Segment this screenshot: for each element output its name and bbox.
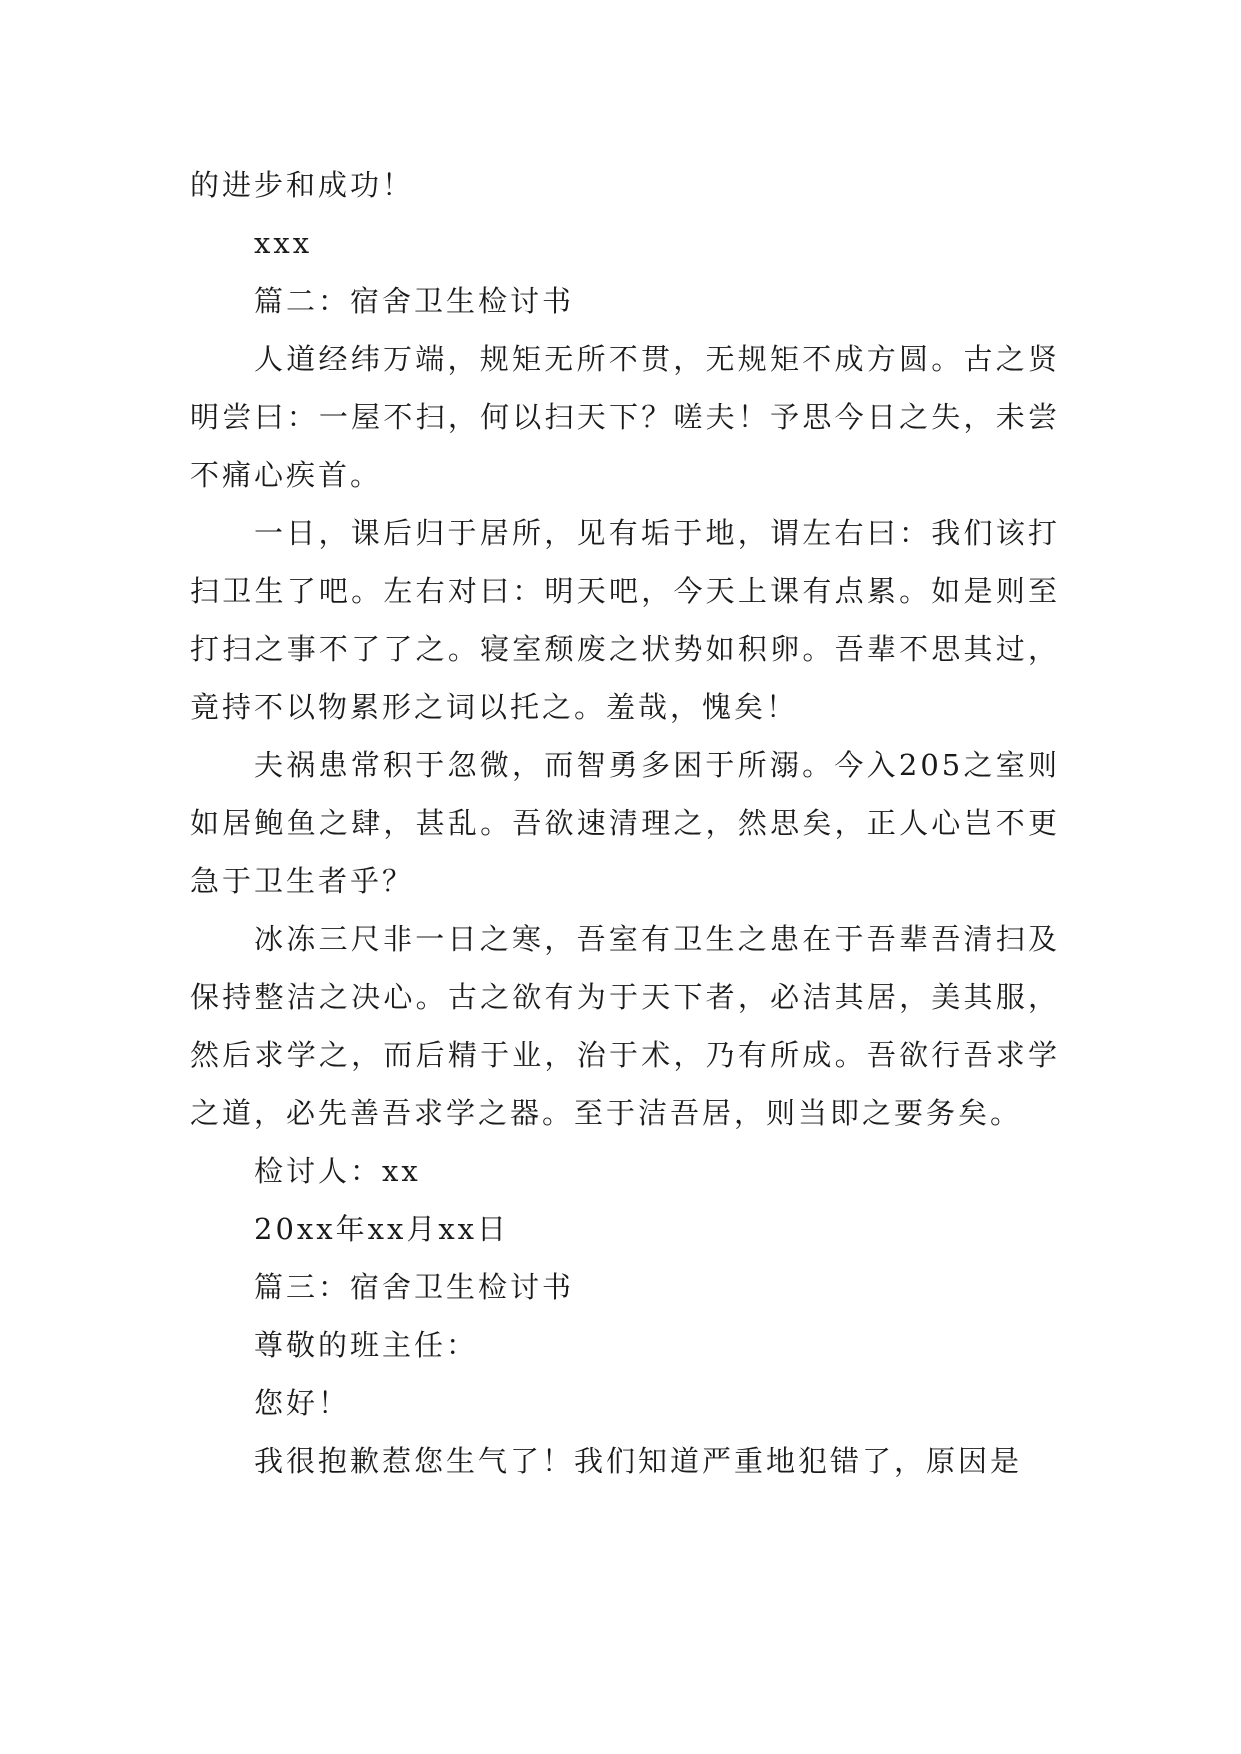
paragraph: 冰冻三尺非一日之寒，吾室有卫生之患在于吾辈吾清扫及保持整洁之决心。古之欲有为于天下者，必洁其居，美其服，然后求学之，而后精于业，治于术，乃有所成。吾欲行吾求学之道，必先善吾求学之器。至于洁吾居，则当即之要务矣。 xyxy=(190,922,1060,1130)
signature-line: xxx xyxy=(254,226,313,260)
date-line: 20xx年xx月xx日 xyxy=(254,1212,510,1246)
section-heading-3: 篇三：宿舍卫生检讨书 xyxy=(254,1270,575,1304)
author-line: 检讨人：xx xyxy=(254,1154,421,1188)
section-heading-2: 篇二：宿舍卫生检讨书 xyxy=(254,284,575,318)
paragraph: 夫祸患常积于忽微，而智勇多困于所溺。今入205之室则如居鲍鱼之肆，甚乱。吾欲速清理之，然思矣，正人心岂不更急于卫生者乎？ xyxy=(190,748,1060,898)
paragraph: 我很抱歉惹您生气了！我们知道严重地犯错了，原因是 xyxy=(254,1444,1023,1478)
paragraph: 一日，课后归于居所，见有垢于地，谓左右曰：我们该打扫卫生了吧。左右对曰：明天吧，今天上课有点累。如是则至打扫之事不了了之。寝室颓废之状势如积卵。吾辈不思其过，竟持不以物累形之词以托之。羞哉，愧矣！ xyxy=(190,516,1060,724)
paragraph: 人道经纬万端，规矩无所不贯，无规矩不成方圆。古之贤明尝曰：一屋不扫，何以扫天下？嗟夫！予思今日之失，未尝不痛心疾首。 xyxy=(190,342,1060,492)
paragraph-continuation: 的进步和成功！ xyxy=(190,168,415,202)
greeting: 您好！ xyxy=(254,1386,351,1420)
salutation: 尊敬的班主任： xyxy=(254,1328,479,1362)
document-body xyxy=(190,156,1060,1490)
